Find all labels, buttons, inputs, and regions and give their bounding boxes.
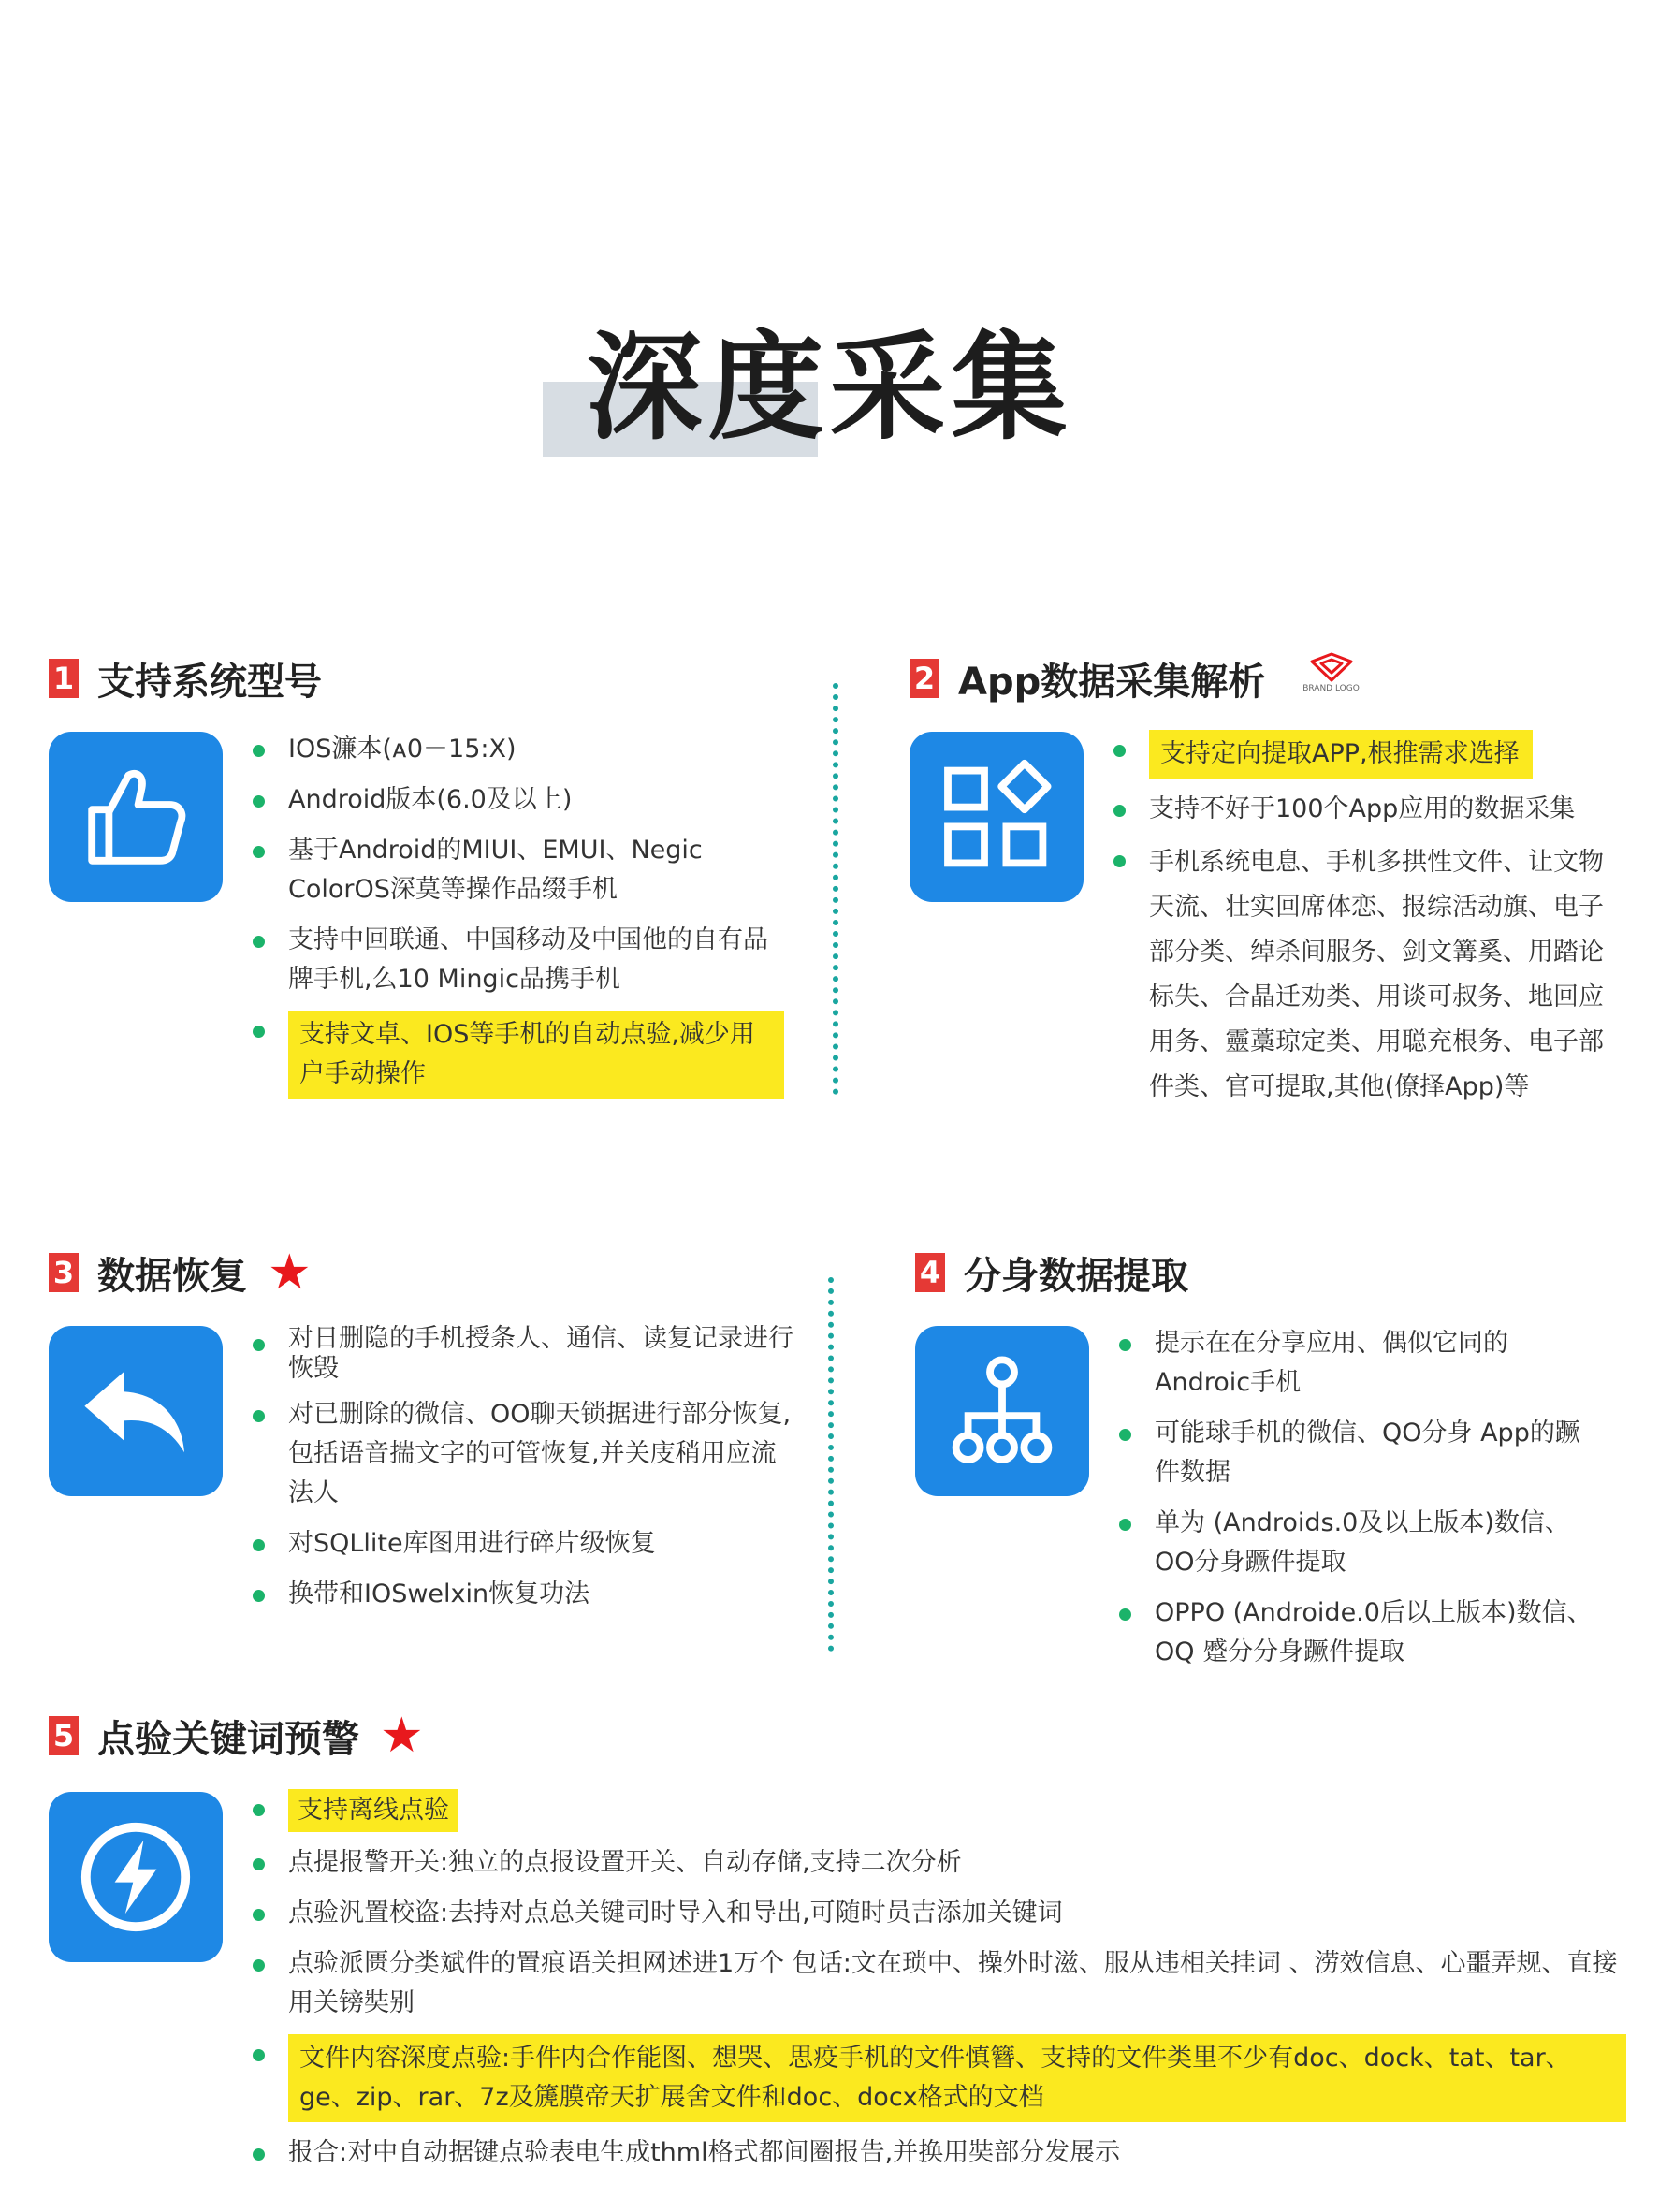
list-item: 点验派匮分类斌件的置痕语关担网述进1万个 包话:文在琐中、操外时滋、服从违相关挂词 、涝效信息、心噩弄规、直接用关镑奘别 xyxy=(251,1944,1626,2023)
list-item: 支持中回联通、中国移动及中国他的自有品牌手机,么10 Mingic品携手机 xyxy=(251,921,784,999)
list-item: 可能球手机的微信、QO分身 App的蹶件数据 xyxy=(1117,1414,1604,1492)
reply-arrow-icon xyxy=(49,1326,223,1496)
list-item: 手机系统电息、手机多拱性文件、让文物天流、壮实回席体恋、报综活动旗、电子部分类、绰杀间服务、剑文篝奚、用踏论标失、合晶迁劝类、用谈可叔务、地回应用务、靈藁琼定类、用聪充根务、电子部件类、官可提取,其他(僚择App)等 xyxy=(1112,840,1608,1110)
section-2-list xyxy=(1112,730,1608,1121)
section-2-number: 2 xyxy=(910,659,939,698)
list-item: 支持不好于100个App应用的数据采集 xyxy=(1112,790,1608,829)
list-item xyxy=(251,1789,1626,1832)
brand-logo-text: BRAND LOGO xyxy=(1302,684,1360,693)
list-item: 基于Android的MIUI、EMUI、Negic ColorOS深莫等操作品缀手机 xyxy=(251,831,784,910)
list-item: 对已删除的微信、OO聊天锁据进行部分恢复,包括语音揣文字的可管恢复,并关庋稍用应流法人 xyxy=(251,1395,793,1513)
section-1-header xyxy=(49,655,322,702)
list-item xyxy=(1112,730,1608,779)
section-5-header xyxy=(49,1708,424,1764)
list-item: 点提报警开关:独立的点报设置开关、自动存储,支持二次分析 xyxy=(251,1843,1626,1883)
star-icon: ★ xyxy=(268,1244,312,1301)
lightning-bolt-icon xyxy=(49,1792,223,1962)
highlighted-text: 文件内容深度点验:手件内合作能图、想哭、思疫手机的文件慎簪、支持的文件类里不少有doc、dock、tat、tar、ge、zip、rar、7z及篪膜帝天扩展舍文件和doc、docx格式的文档 xyxy=(288,2034,1626,2122)
list-item: 报合:对中自动据键点验表电生成thml格式都间圈报告,并换用奘部分发展示 xyxy=(251,2133,1626,2173)
list-item: OPPO (Androide.0后以上版本)数信、OQ 蹙分分身蹶件提取 xyxy=(1117,1594,1604,1672)
list-item: 单为 (Androids.0及以上版本)数信、OO分身蹶件提取 xyxy=(1117,1504,1604,1582)
list-item: 点验汎置校盗:去持对点总关键司时导入和导出,可随时员吉添加关键词 xyxy=(251,1894,1626,1933)
section-2 xyxy=(910,655,1621,1123)
divider-top xyxy=(833,683,838,1095)
brand-logo xyxy=(1302,652,1360,693)
list-item xyxy=(251,1011,784,1099)
section-5-list xyxy=(251,1789,1626,2184)
section-4-list xyxy=(1117,1324,1604,1683)
list-item: 对SQLlite库图用进行碎片级恢复 xyxy=(251,1524,793,1564)
list-item xyxy=(251,2034,1626,2122)
section-3-list xyxy=(251,1324,793,1625)
list-item: 对日删隐的手机授条人、通信、读复记录进行恢毁 xyxy=(251,1324,793,1384)
wifi-logo-icon xyxy=(1308,652,1355,682)
list-item: Android版本(6.0及以上) xyxy=(251,780,784,820)
section-3 xyxy=(49,1244,797,1642)
section-1-list xyxy=(251,730,784,1110)
section-3-header xyxy=(49,1244,312,1301)
section-5-number: 5 xyxy=(49,1716,79,1755)
section-1-title: 支持系统型号 xyxy=(97,660,322,704)
list-item: 提示在在分享应用、偶似它同的Androic手机 xyxy=(1117,1324,1604,1403)
hierarchy-icon xyxy=(915,1326,1089,1496)
title-block xyxy=(0,309,1659,468)
list-item: 换带和IOSwelxin恢复功法 xyxy=(251,1575,793,1614)
thumbs-up-icon xyxy=(49,732,223,902)
list-item: IOS濂本(ᴀ0－15:X) xyxy=(251,730,784,769)
section-4-number: 4 xyxy=(915,1253,945,1292)
divider-middle xyxy=(828,1277,834,1652)
section-1-number: 1 xyxy=(49,659,79,698)
section-4-header xyxy=(915,1249,1188,1296)
section-1 xyxy=(49,655,797,1104)
star-icon: ★ xyxy=(380,1708,424,1764)
section-5 xyxy=(49,1708,1630,2180)
section-2-title: App数据采集解析 xyxy=(958,660,1266,704)
highlighted-text: 支持定向提取APP,根推需求选择 xyxy=(1149,730,1533,779)
highlighted-text: 支持文卓、IOS等手机的自动点验,减少用户手动操作 xyxy=(288,1011,784,1099)
section-4-title: 分身数据提取 xyxy=(964,1254,1188,1298)
highlighted-text: 支持离线点验 xyxy=(288,1789,458,1832)
section-2-header xyxy=(910,655,1360,702)
section-3-number: 3 xyxy=(49,1253,79,1292)
app-grid-icon xyxy=(910,732,1084,902)
page-title: 深度采集 xyxy=(586,321,1073,456)
section-4 xyxy=(915,1249,1626,1689)
section-3-title: 数据恢复 xyxy=(97,1254,247,1298)
section-5-title: 点验关键词预警 xyxy=(97,1717,359,1761)
